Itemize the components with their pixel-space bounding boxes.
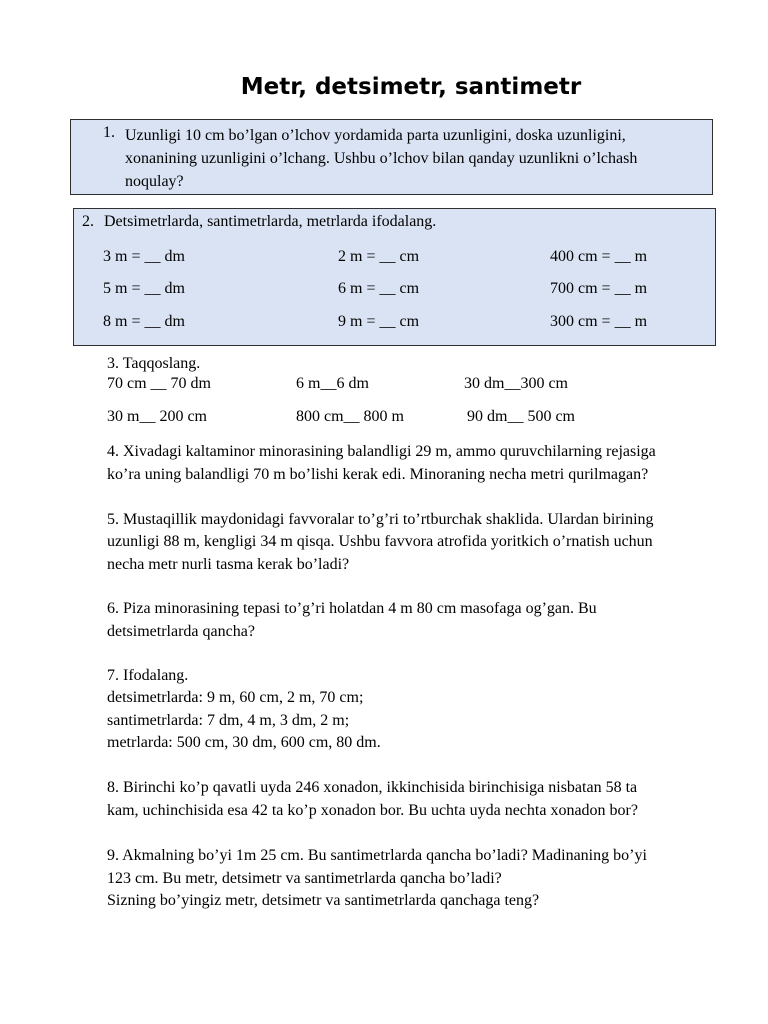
question-1-line: xonanining uzunligini o’lchang. Ushbu o’lchov bilan qanday uzunlikni o’lchash	[125, 150, 638, 167]
page-title: Metr, detsimetr, santimetr	[240, 74, 582, 100]
question-1-number: 1.	[103, 124, 115, 141]
question-8-line: 8. Birinchi ko’p qavatli uyda 246 xonadon, ikkinchisida birinchisiga nisbatan 58 ta	[107, 779, 638, 796]
comparison-item: 6 m__6 dm	[296, 375, 369, 392]
question-4-line: 4. Xivadagi kaltaminor minorasining balandligi 29 m, ammo quruvchilarning rejasiga	[107, 443, 656, 460]
comparison-item: 90 dm__ 500 cm	[467, 408, 575, 425]
question-1-line: Uzunligi 10 cm bo’lgan o’lchov yordamida parta uzunligini, doska uzunligini,	[125, 127, 626, 144]
question-9-line: 123 cm. Bu metr, detsimetr va santimetrlarda qancha bo’ladi?	[107, 870, 502, 887]
question-8-line: kam, uchinchisida esa 42 ta ko’p xonadon bor. Bu uchta uyda nechta xonadon bor?	[107, 802, 638, 819]
question-1-text	[125, 124, 705, 193]
question-3-title: 3. Taqqoslang.	[107, 355, 201, 372]
question-5-line: necha metr nurli tasma kerak bo’ladi?	[107, 556, 350, 573]
comparison-item: 30 m__ 200 cm	[107, 408, 207, 425]
question-5-line: uzunligi 88 m, kengligi 34 m qisqa. Ushbu favvora atrofida yoritkich o’rnatish uchun	[107, 533, 653, 550]
question-1-box	[70, 119, 713, 195]
question-6-line: detsimetrlarda qancha?	[107, 623, 255, 640]
comparison-item: 30 dm__300 cm	[464, 375, 568, 392]
question-7-line: detsimetrlarda: 9 m, 60 cm, 2 m, 70 cm;	[107, 689, 364, 706]
conversion-item: 9 m = __ cm	[338, 313, 420, 330]
question-2-text: Detsimetrlarda, santimetrlarda, metrlarda ifodalang.	[104, 213, 437, 230]
conversion-item: 300 cm = __ m	[550, 313, 648, 330]
question-2-number: 2.	[82, 213, 94, 230]
question-4-line: ko’ra uning balandligi 70 m bo’lishi kerak edi. Minoraning necha metri qurilmagan?	[107, 466, 649, 483]
conversion-item: 3 m = __ dm	[103, 248, 185, 265]
question-9-line: Sizning bo’yingiz metr, detsimetr va santimetrlarda qanchaga teng?	[107, 892, 540, 909]
conversion-item: 2 m = __ cm	[338, 248, 420, 265]
question-5-line: 5. Mustaqillik maydonidagi favvoralar to’g’ri to’rtburchak shaklida. Ulardan birining	[107, 511, 654, 528]
question-7-line: 7. Ifodalang.	[107, 667, 189, 684]
conversion-item: 8 m = __ dm	[103, 313, 185, 330]
comparison-item: 800 cm__ 800 m	[296, 408, 404, 425]
question-7-line: santimetrlarda: 7 dm, 4 m, 3 dm, 2 m;	[107, 712, 350, 729]
conversion-item: 5 m = __ dm	[103, 280, 185, 297]
question-7-line: metrlarda: 500 cm, 30 dm, 600 cm, 80 dm.	[107, 734, 381, 751]
conversion-item: 400 cm = __ m	[550, 248, 648, 265]
comparison-item: 70 cm __ 70 dm	[107, 375, 211, 392]
question-6-line: 6. Piza minorasining tepasi to’g’ri holatdan 4 m 80 cm masofaga og’gan. Bu	[107, 600, 597, 617]
conversion-item: 700 cm = __ m	[550, 280, 648, 297]
question-1-line: noqulay?	[125, 173, 184, 190]
conversion-item: 6 m = __ cm	[338, 280, 420, 297]
question-9-line: 9. Akmalning bo’yi 1m 25 cm. Bu santimetrlarda qancha bo’ladi? Madinaning bo’yi	[107, 847, 647, 864]
question-2-box	[73, 208, 716, 346]
